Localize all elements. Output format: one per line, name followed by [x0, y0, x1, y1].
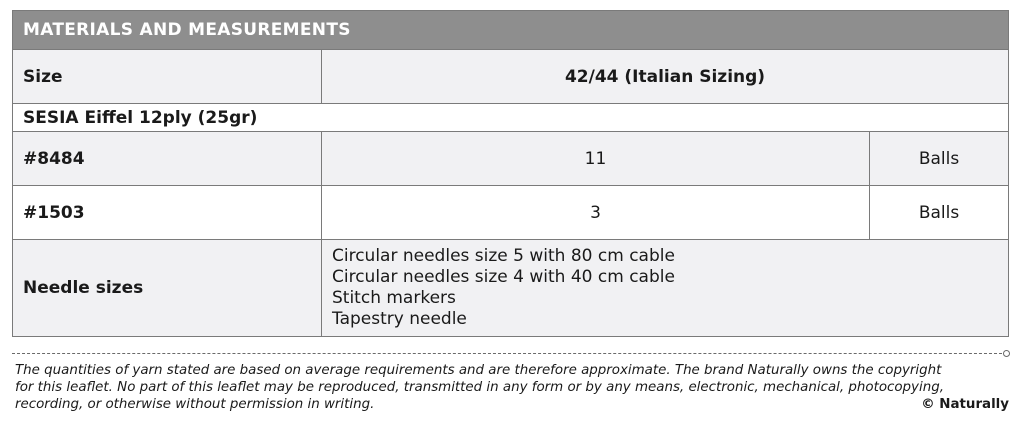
needle-row — [13, 240, 1009, 337]
color-unit: Balls — [870, 186, 1009, 240]
size-label: Size — [13, 50, 322, 104]
disclaimer-line: for this leaflet. No part of this leaflet may be reproduced, transmitted in any form or by any means, electronic, mechanical, photocopying, — [15, 380, 944, 395]
size-value: 42/44 (Italian Sizing) — [322, 50, 1009, 104]
list-item: Tapestry needle — [332, 309, 467, 329]
disclaimer-text — [15, 362, 1015, 413]
table-title: MATERIALS AND MEASUREMENTS — [13, 11, 1009, 50]
list-item: Circular needles size 4 with 40 cm cable — [332, 267, 675, 287]
list-item: Circular needles size 5 with 80 cm cable — [332, 246, 675, 266]
color-quantity: 11 — [322, 132, 870, 186]
color-code: #1503 — [13, 186, 322, 240]
yarn-row — [13, 104, 1009, 132]
table-row — [13, 132, 1009, 186]
divider-end-dot — [1003, 350, 1010, 357]
color-quantity: 3 — [322, 186, 870, 240]
color-unit: Balls — [870, 132, 1009, 186]
copyright-notice: © Naturally — [921, 397, 1009, 412]
disclaimer-line: The quantities of yarn stated are based on average requirements and are therefore approximate. The brand Naturally owns the copyright — [15, 363, 942, 378]
table-row — [13, 186, 1009, 240]
size-row — [13, 50, 1009, 104]
list-item: Stitch markers — [332, 288, 456, 308]
needle-list — [322, 240, 1009, 337]
needle-label: Needle sizes — [13, 240, 322, 337]
dashed-divider — [12, 353, 1002, 354]
table-header-row — [13, 11, 1009, 50]
materials-table — [12, 10, 1009, 337]
color-code: #8484 — [13, 132, 322, 186]
disclaimer-line: recording, or otherwise without permission in writing. — [15, 397, 375, 412]
yarn-name: SESIA Eiffel 12ply (25gr) — [13, 104, 1009, 132]
